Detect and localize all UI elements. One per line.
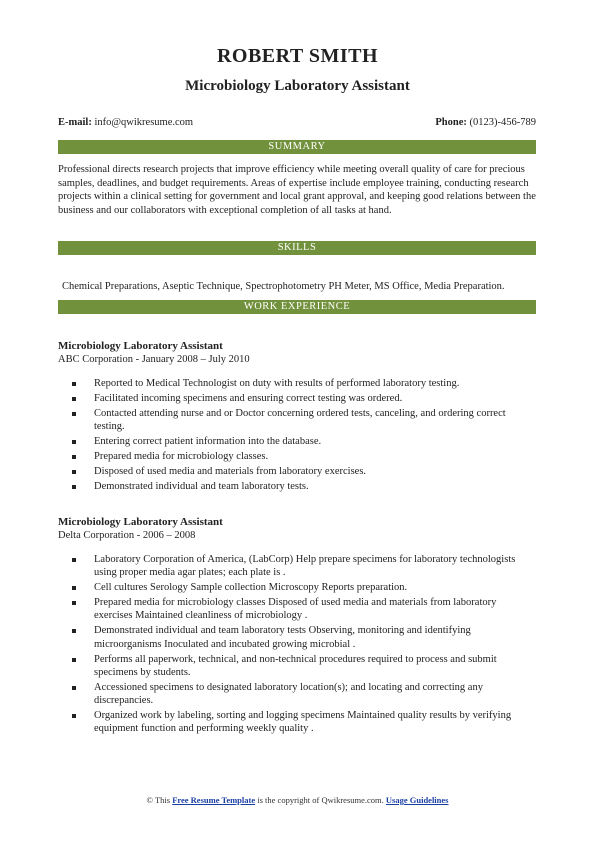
skills-text: Chemical Preparations, Aseptic Technique, Spectrophotometry PH Meter, MS Office, Media Preparation. xyxy=(62,281,505,292)
bullet-item: Accessioned specimens to designated laboratory location(s); and locating and correcting any discrepancies. xyxy=(94,681,536,707)
job-bullets xyxy=(58,377,536,493)
job-entry xyxy=(58,339,536,495)
section-header-work-experience: WORK EXPERIENCE xyxy=(58,300,536,314)
job-title: Microbiology Laboratory Assistant xyxy=(58,340,223,352)
email-value[interactable]: info@qwikresume.com xyxy=(94,117,194,128)
bullet-item: Demonstrated individual and team laboratory tests Observing, monitoring and identifying microorganisms Inoculated and incubated growing microbial . xyxy=(94,624,536,650)
job-entry xyxy=(58,515,536,737)
summary-text: Professional directs research projects that improve efficiency while meeting overall quality of care for precious samples, deadlines, and budget requirements. Areas of expertise include employee training, conducting research projects within a clinical setting for government and local grant approval, and keeping good relations between the business and our collaborators with exceptional completion of all tasks at hand. xyxy=(58,164,536,216)
section-header-skills: SKILLS xyxy=(58,241,536,255)
bullet-item: Organized work by labeling, sorting and logging specimens Maintained quality results by verifying equipment function and performing weekly quality . xyxy=(94,709,536,735)
bullet-item: Entering correct patient information into the database. xyxy=(94,435,536,448)
bullet-item: Facilitated incoming specimens and ensuring correct testing was ordered. xyxy=(94,392,536,405)
job-company-dates: ABC Corporation - January 2008 – July 2010 xyxy=(58,354,250,365)
email-block xyxy=(58,117,193,128)
bullet-item: Reported to Medical Technologist on duty with results of performed laboratory testing. xyxy=(94,377,536,390)
section-header-summary: SUMMARY xyxy=(58,140,536,154)
phone-block xyxy=(435,117,536,128)
bullet-item: Laboratory Corporation of America, (LabCorp) Help prepare specimens for laboratory technologists using proper media agar plates; each plate is . xyxy=(94,553,536,579)
job-title: Microbiology Laboratory Assistant xyxy=(58,516,223,528)
candidate-name: ROBERT SMITH xyxy=(216,45,379,67)
footer-copyright xyxy=(0,795,595,805)
phone-label: Phone: xyxy=(435,117,467,128)
footer-middle: is the copyright of Qwikresume.com. xyxy=(255,795,386,805)
free-resume-template-link[interactable]: Free Resume Template xyxy=(172,795,256,805)
phone-value: (0123)-456-789 xyxy=(469,117,536,128)
job-company-dates: Delta Corporation - 2006 – 2008 xyxy=(58,530,196,541)
bullet-item: Prepared media for microbiology classes. xyxy=(94,450,536,463)
bullet-item: Performs all paperwork, technical, and non-technical procedures required to process and submit specimens by students. xyxy=(94,653,536,679)
bullet-item: Contacted attending nurse and or Doctor concerning ordered tests, canceling, and ordering correct testing. xyxy=(94,407,536,433)
contact-row xyxy=(58,117,536,128)
usage-guidelines-link[interactable]: Usage Guidelines xyxy=(385,795,449,805)
bullet-item: Disposed of used media and materials from laboratory exercises. xyxy=(94,465,536,478)
bullet-item: Prepared media for microbiology classes Disposed of used media and materials from laboratory exercises Maintained cleanliness of microbiology . xyxy=(94,596,536,622)
bullet-item: Demonstrated individual and team laboratory tests. xyxy=(94,480,536,493)
footer-prefix: © This xyxy=(146,795,173,805)
email-label: E-mail: xyxy=(58,117,92,128)
candidate-role: Microbiology Laboratory Assistant xyxy=(185,78,410,94)
job-bullets xyxy=(58,553,536,735)
bullet-item: Cell cultures Serology Sample collection Microscopy Reports preparation. xyxy=(94,581,536,594)
